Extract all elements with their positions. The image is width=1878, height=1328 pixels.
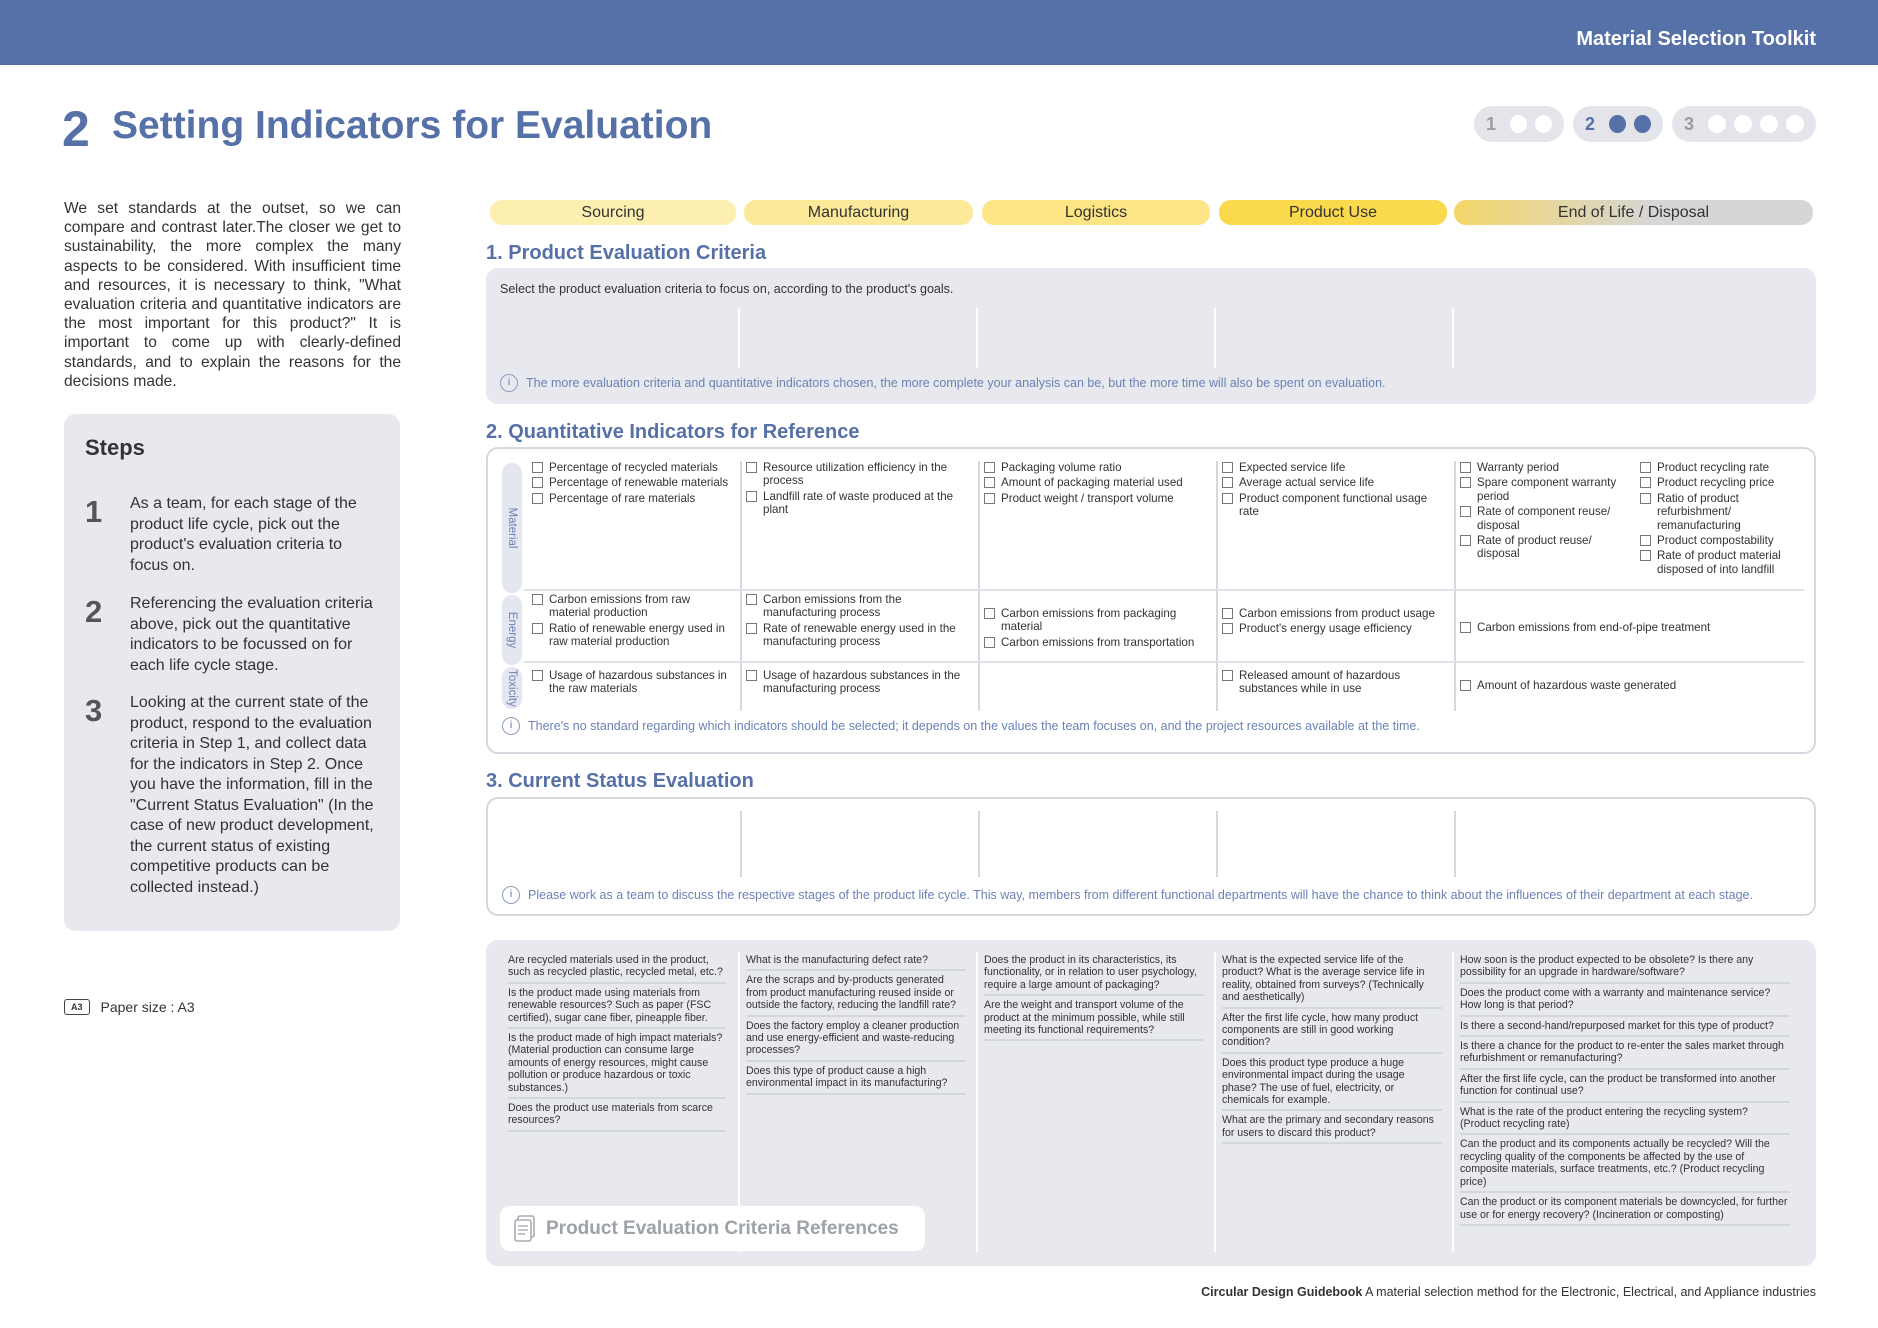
step-text: Referencing the evaluation criteria above, pick out the quantitative indicators to be focussed on for each life cycle stage. [130,595,373,674]
reference-question: Does this type of product cause a high environmental impact in its manufacturing? [746,1065,966,1095]
indicator-label: Percentage of recycled materials [549,461,718,474]
checkbox[interactable] [1640,535,1651,546]
indicator-label: Carbon emissions from raw material production [549,593,691,620]
indicator-label: Rate of product material disposed of into landfill [1657,549,1781,576]
progress-dot [1535,115,1552,133]
reference-question: Are the scraps and by-products generated from product manufacturing reused inside or outside the factory, reducing the landfill rate? [746,974,966,1016]
reference-question: Is the product made using materials from renewable resources? Such as paper (FSC certified), sugar cane fiber, pineapple fiber. [508,987,726,1029]
reference-question: After the first life cycle, can the product be transformed into another function for continual use? [1460,1073,1790,1103]
indicator-checkbox-item[interactable] [746,622,966,649]
indicator-label: Percentage of rare materials [549,491,696,505]
checkbox[interactable] [1460,535,1471,546]
page-title: Setting Indicators for Evaluation [112,104,713,147]
reference-question: Does the product use materials from scarce resources? [508,1102,726,1132]
indicator-checkbox-item[interactable] [532,461,732,474]
indicator-group-toxicity [532,669,732,698]
indicator-label: Amount of packaging material used [1001,476,1183,490]
checkbox[interactable] [532,477,543,488]
indicator-label: Spare component warranty period [1477,476,1617,503]
checkbox[interactable] [1460,680,1471,691]
indicator-checkbox-item[interactable] [532,622,732,649]
checkbox[interactable] [1222,493,1233,504]
checkbox[interactable] [1460,477,1471,488]
info-icon: i [502,717,520,735]
column-divider [738,308,740,368]
indicator-label: Expected service life [1239,461,1346,474]
indicator-label: Resource utilization efficiency in the process [763,461,948,488]
progress-step-label: 3 [1684,113,1695,134]
checkbox[interactable] [984,477,995,488]
indicator-label: Carbon emissions from the manufacturing process [763,593,902,620]
indicator-group-material [532,461,732,507]
indicator-label: Released amount of hazardous substances while in use [1239,669,1401,696]
paper-icon: A3 [64,999,90,1015]
column-divider [978,811,980,877]
indicator-label: Ratio of renewable energy used in raw material production [549,621,725,649]
progress-dot [1634,115,1651,133]
status-note-text: Please work as a team to discuss the respective stages of the product life cycle. This way, members from different functional departments will have the chance to think about the influences of their department at each stage. [528,888,1753,902]
checkbox[interactable] [746,594,757,605]
step-number: 1 [85,494,103,529]
indicator-group-material [1640,461,1800,578]
column-divider [978,461,980,711]
status-heading: 3. Current Status Evaluation [486,770,754,792]
column-divider [976,308,978,368]
criteria-instruction: Select the product evaluation criteria to focus on, according to the product's goals. [500,282,954,296]
checkbox[interactable] [1222,623,1233,634]
top-banner [0,0,1878,65]
checkbox[interactable] [1222,462,1233,473]
criteria-panel [486,268,1816,404]
reference-question: How soon is the product expected to be obsolete? Is there any possibility for an upgrade in hardware/software? [1460,954,1790,984]
indicator-label: Usage of hazardous substances in the raw materials [549,669,727,696]
references-button-label: Product Evaluation Criteria References [546,1217,899,1239]
paper-size-label: Paper size : A3 [100,999,195,1015]
indicator-label: Carbon emissions from transportation [1001,635,1195,649]
footer-text: A material selection method for the Electronic, Electrical, and Appliance industries [1362,1285,1816,1299]
checkbox[interactable] [1460,462,1471,473]
progress-step-2[interactable] [1573,106,1663,142]
checkbox[interactable] [532,493,543,504]
progress-dot [1708,115,1726,133]
indicators-note-text: There's no standard regarding which indicators should be selected; it depends on the values the team focuses on, and the project resources available at the time. [528,719,1420,733]
indicators-heading: 2. Quantitative Indicators for Reference [486,421,860,443]
stage-tab-sourcing[interactable]: Sourcing [490,200,736,225]
stage-tab-logistics[interactable]: Logistics [982,200,1210,225]
indicator-checkbox-item[interactable] [1222,669,1447,696]
column-divider [1216,811,1218,877]
progress-dot [1786,115,1804,133]
checkbox[interactable] [1640,462,1651,473]
checkbox[interactable] [1222,477,1233,488]
row-divider [524,661,1804,663]
indicator-label: Carbon emissions from packaging material [1001,607,1177,634]
progress-step-label: 1 [1486,113,1497,134]
column-divider [1216,461,1218,711]
indicator-label: Amount of hazardous waste generated [1477,679,1677,692]
checkbox[interactable] [746,670,757,681]
indicator-group-material [1460,461,1630,563]
indicator-checkbox-item[interactable] [984,461,1209,474]
step-text: As a team, for each stage of the product life cycle, pick out the product's evaluation criteria to focus on. [130,495,357,574]
indicator-checkbox-item[interactable] [746,593,966,620]
indicator-group-energy [746,593,966,651]
stage-tab-manufacturing[interactable]: Manufacturing [744,200,973,225]
footer [1201,1285,1816,1299]
reference-question: Can the product or its component materials be downcycled, for further use or for energy recovery? (Incineration or composting) [1460,1196,1790,1226]
criteria-heading: 1. Product Evaluation Criteria [486,242,767,264]
indicator-checkbox-item[interactable] [1640,461,1800,474]
indicator-label: Packaging volume ratio [1001,461,1122,474]
indicator-checkbox-item[interactable] [1222,476,1447,489]
indicator-label: Ratio of product refurbishment/ remanufacturing [1657,491,1741,532]
checkbox[interactable] [746,623,757,634]
document-icon [514,1215,536,1243]
column-divider [740,811,742,877]
category-label-toxicity: Toxicity [502,667,522,709]
progress-step-1[interactable] [1474,106,1564,142]
checkbox[interactable] [1640,477,1651,488]
reference-question: Can the product and its components actually be recycled? Will the recycling quality of the components be affected by the use of composite materials, surface treatments, etc.? (Product recycling price) [1460,1138,1790,1193]
indicator-checkbox-item[interactable] [746,669,966,696]
indicator-label: Average actual service life [1239,476,1375,490]
status-note [502,886,1753,904]
indicator-group-toxicity [1222,669,1447,698]
indicator-label: Product component functional usage rate [1239,491,1428,519]
reference-question: Is there a chance for the product to re-enter the sales market through refurbishment or remanufacturing? [1460,1040,1790,1070]
reference-column [984,954,1204,1044]
stage-tab-product-use[interactable]: Product Use [1219,200,1447,225]
reference-column [746,954,966,1098]
steps-panel [64,414,400,931]
checkbox[interactable] [1640,550,1651,561]
indicator-checkbox-item[interactable] [1640,549,1800,576]
indicator-checkbox-item[interactable] [1460,621,1790,634]
indicator-checkbox-item[interactable] [1460,534,1630,561]
column-divider [1454,461,1456,711]
indicator-label: Percentage of renewable materials [549,476,729,490]
checkbox[interactable] [1640,493,1651,504]
checkbox[interactable] [1222,670,1233,681]
indicator-checkbox-item[interactable] [984,607,1209,634]
indicator-checkbox-item[interactable] [1222,492,1447,519]
indicator-label: Rate of renewable energy used in the manufacturing process [763,621,956,649]
reference-question: Does the factory employ a cleaner production and use energy-efficient and waste-reducing processes? [746,1020,966,1062]
indicator-label: Rate of component reuse/ disposal [1477,505,1611,532]
indicator-label: Product recycling rate [1657,461,1770,474]
progress-dot [1609,115,1626,133]
indicator-checkbox-item[interactable] [746,461,966,488]
indicator-checkbox-item[interactable] [1640,476,1800,489]
indicator-checkbox-item[interactable] [1460,461,1630,474]
reference-question: Are recycled materials used in the product, such as recycled plastic, recycled metal, etc.? [508,954,726,984]
indicator-group-toxicity [1460,679,1790,694]
progress-step-label: 2 [1585,113,1596,134]
indicator-label: Usage of hazardous substances in the manufacturing process [763,669,961,696]
indicator-checkbox-item[interactable] [532,492,732,505]
indicator-checkbox-item[interactable] [984,636,1209,649]
footer-brand: Circular Design Guidebook [1201,1285,1363,1299]
reference-question: Is the product made of high impact materials? (Material production can consume large amounts of energy resources, might cause pollution or produce hazardous or toxic substances.) [508,1032,726,1099]
step-number: 3 [85,693,103,728]
step-text: Looking at the current state of the product, respond to the evaluation criteria in Step 1, and collect data for the indicators in Step 2. Once you have the information, fill in the "Current Status Evaluation" (In the case of new product development, the current status of existing competitive products can be collected instead.) [130,694,374,896]
checkbox[interactable] [532,623,543,634]
checkbox[interactable] [532,670,543,681]
checkbox[interactable] [532,594,543,605]
indicator-label: Product compostability [1657,534,1774,548]
checkbox[interactable] [746,491,757,502]
checkbox[interactable] [746,462,757,473]
indicator-checkbox-item[interactable] [1460,679,1790,692]
indicator-group-material [984,461,1209,507]
indicator-checkbox-item[interactable] [1222,607,1447,620]
indicator-checkbox-item[interactable] [984,492,1209,505]
indicator-group-energy [984,607,1209,651]
status-panel [486,797,1816,916]
checkbox[interactable] [1460,622,1471,633]
indicator-label: Carbon emissions from end-of-pipe treatment [1477,621,1711,634]
column-divider [976,952,978,1252]
column-divider [1214,952,1216,1252]
indicator-group-material [1222,461,1447,521]
reference-question: What are the primary and secondary reasons for users to discard this product? [1222,1114,1442,1144]
checkbox[interactable] [984,462,995,473]
indicator-checkbox-item[interactable] [746,490,966,517]
reference-question: After the first life cycle, how many product components are still in good working condition? [1222,1012,1442,1054]
indicators-note [502,717,1420,735]
indicator-checkbox-item[interactable] [1222,622,1447,635]
indicator-group-toxicity [746,669,966,698]
indicator-checkbox-item[interactable] [984,476,1209,489]
reference-column [1460,954,1790,1229]
reference-question: Does the product in its characteristics, its functionality, or in relation to user psychology, require a large amount of packaging? [984,954,1204,996]
references-button[interactable] [500,1206,925,1251]
checkbox[interactable] [532,462,543,473]
reference-question: Does this product type produce a huge environmental impact during the usage phase? The use of fuel, electricity, or chemicals for example. [1222,1057,1442,1112]
criteria-note-text: The more evaluation criteria and quantitative indicators chosen, the more complete your analysis can be, but the more time will also be spent on evaluation. [526,376,1386,390]
reference-question: What is the expected service life of the product? What is the average service life in reality, obtained from surveys? (Technically and aesthetically) [1222,954,1442,1009]
reference-question: Are the weight and transport volume of the product at the minimum possible, while still meeting its functional requirements? [984,999,1204,1041]
steps-title: Steps [85,435,145,460]
category-label-material: Material [502,463,522,593]
progress-dot [1510,115,1527,133]
indicator-group-energy [532,593,732,651]
category-label-energy: Energy [502,595,522,665]
stage-tab-end-of-life[interactable]: End of Life / Disposal [1454,200,1813,225]
reference-column [508,954,726,1135]
indicator-checkbox-item[interactable] [532,669,732,696]
info-icon: i [500,374,518,392]
indicator-label: Warranty period [1477,461,1560,474]
info-icon: i [502,886,520,904]
checkbox[interactable] [1222,608,1233,619]
indicator-checkbox-item[interactable] [1460,476,1630,503]
column-divider [1452,308,1454,368]
checkbox[interactable] [984,493,995,504]
reference-question: What is the manufacturing defect rate? [746,954,966,971]
progress-dot [1760,115,1778,133]
indicator-group-material [746,461,966,519]
column-divider [740,461,742,711]
criteria-note [500,374,1386,392]
indicator-label: Product weight / transport volume [1001,491,1174,505]
checkbox[interactable] [984,608,995,619]
column-divider [1214,308,1216,368]
reference-question: Does the product come with a warranty and maintenance service? How long is that period? [1460,987,1790,1017]
indicator-label: Product's energy usage efficiency [1239,622,1412,636]
indicator-checkbox-item[interactable] [1640,492,1800,532]
intro-paragraph: We set standards at the outset, so we can compare and contrast later.The closer we get to sustainability, the more complex the many aspects to be considered. With insufficient time and resources, it is necessary to think, "What evaluation criteria and quantitative indicators are the most important for this product?" It is important to come up with clearly-defined standards, and to explain the reasons for the decisions made. [64,200,401,390]
reference-question: Is there a second-hand/repurposed market for this type of product? [1460,1020,1790,1037]
indicator-checkbox-item[interactable] [1460,505,1630,532]
references-panel [486,940,1816,1266]
indicator-label: Landfill rate of waste produced at the plant [763,489,954,517]
toolkit-title: Material Selection Toolkit [1576,28,1816,50]
indicators-panel [486,447,1816,754]
section-number: 2 [62,101,90,157]
checkbox[interactable] [984,637,995,648]
indicator-checkbox-item[interactable] [1640,534,1800,547]
indicator-group-energy [1460,621,1790,636]
progress-step-3[interactable] [1672,106,1816,142]
step-number: 2 [85,594,103,629]
indicator-label: Product recycling price [1657,476,1775,490]
reference-question: What is the rate of the product entering the recycling system? (Product recycling rate) [1460,1106,1790,1136]
indicator-label: Rate of product reuse/ disposal [1477,534,1592,561]
checkbox[interactable] [1460,506,1471,517]
indicator-checkbox-item[interactable] [1222,461,1447,474]
reference-column [1222,954,1442,1147]
indicator-checkbox-item[interactable] [532,593,732,620]
indicator-label: Carbon emissions from product usage [1239,607,1435,620]
indicator-checkbox-item[interactable] [532,476,732,489]
indicator-group-energy [1222,607,1447,638]
column-divider [1454,811,1456,877]
column-divider [1452,952,1454,1252]
row-divider [524,589,1804,591]
progress-dot [1734,115,1752,133]
paper-size [64,999,195,1015]
